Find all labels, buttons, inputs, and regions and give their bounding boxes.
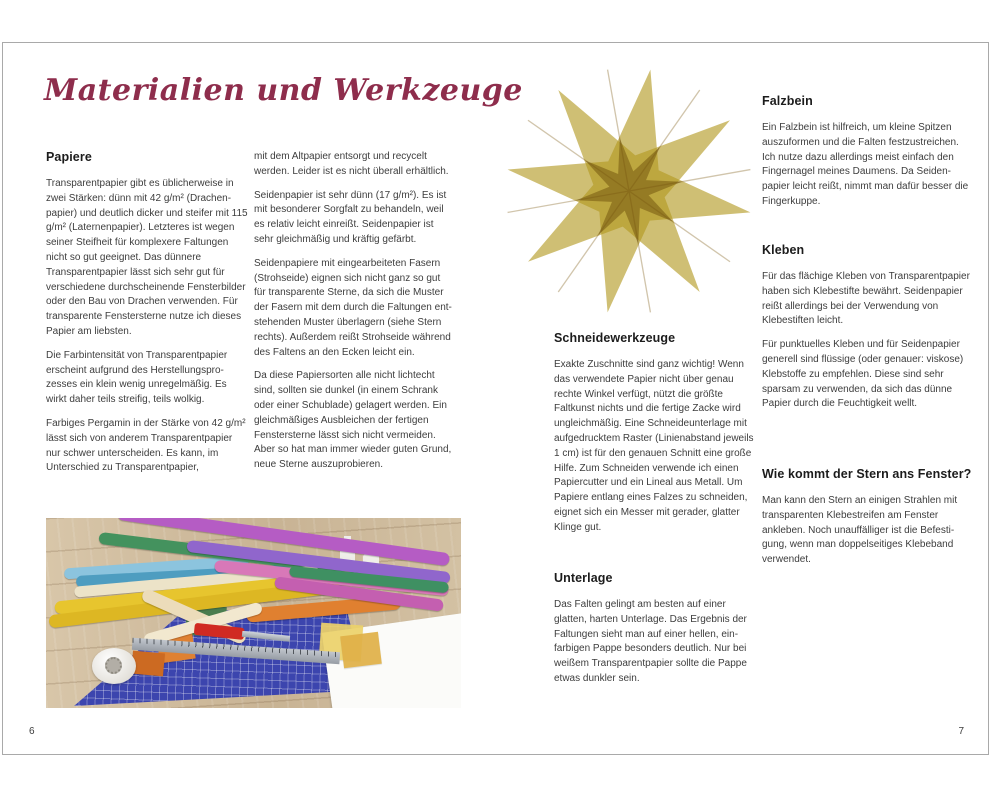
paragraph: Das Falten gelingt am besten auf einer glatten, harten Unterlage. Das Ergebnis der Faltungen sieht man auf einer hellen, einfarbigen Pappe besonders deutlich. Nur bei weißem Transparentpapier sollte die Pappe etwas dunkler sein. [554,599,747,684]
heading-papiere: Papiere [46,150,92,164]
paragraph: Für das flächige Kleben von Transparentpapier haben sich Klebestifte bewährt. Seidenpapier reißt allerdings bei der Verwendung von Klebestiften leicht. [762,271,970,327]
section-papiere [46,150,248,485]
punch-rosette [105,657,122,674]
heading-kleben: Kleben [762,243,805,257]
paper-square [131,651,165,677]
paragraph: Seidenpapier ist sehr dünn (17 g/m²). Es ist mit besonderer Sorgfalt zu behandeln, weil es relativ leicht einreißt. Seidenpapier ist sehr gleichmäßig und kräftig gefärbt. [254,189,447,245]
page-number-left: 6 [29,726,35,737]
paragraph: Ein Falzbein ist hilfreich, um kleine Spitzen auszuformen und die Falten festzustreichen. Ich nutze dazu allerdings meist einfach den Fingernagel meines Daumens. Da Seidenpapier leicht reißt, nimmt man dafür besser die Fingerkuppe. [762,122,969,207]
heading-schneidewerkzeuge: Schneidewerkzeuge [554,331,676,345]
paragraph: Farbiges Pergamin in der Stärke von 42 g/m² lässt sich von anderem Transparentpapier nur schwer unterscheiden. Es kann, im Unterschied zu Transparentpapier, [46,417,246,474]
paragraph: mit dem Altpapier entsorgt und recycelt werden. Leider ist es nicht überall erhältlich. [254,151,449,177]
paragraph: Da diese Papiersorten alle nicht lichtecht sind, sollten sie dunkel (in einem Schrank oder einer Schublade) gelagert werden. Ein gleichmäßiges Ausbleichen der fertigen Fenstersterne lässt sich nicht vermeiden. Aber so hat man immer wieder guten Grund, neue Sterne auszuprobieren. [254,370,452,471]
heading-stern-ans-fenster: Wie kommt der Stern ans Fenster? [762,467,972,481]
page-spread [2,42,989,755]
section-falzbein [762,94,974,219]
paragraph: Transparentpapier gibt es üblicherweise in zwei Stärken: dünn mit 42 g/m² (Drachenpapier) und deutlich dicker und steifer mit 115 g/m² (Laternenpapier). Letzteres ist wegen seiner Steifheit für komplexere Faltungen nicht so gut geeignet. Das dünnere Transparentpapier lässt sich sehr gut für verschiedene durchscheinende Fensterbilder oder den Bau von Drachen verwenden. Für transparente Fenstersterne nutze ich dieses Papier am liebsten. [46,178,248,337]
window-star-photo [495,57,763,325]
chapter-title: Materialien und Werkzeuge [44,73,523,108]
section-schneidewerkzeuge [554,331,755,545]
page-number-right: 7 [958,726,964,737]
section-papiere-continued [254,150,453,482]
paragraph: Seidenpapiere mit eingearbeiteten Fasern (Strohseide) eignen sich nicht ganz so gut für transparente Sterne, da sich die Muster der Fasern mit dem durch die Faltungen entstehenden Muster überlagern (siehe Stern rechts). Außerdem reißt Strohseide während des Faltens an den Ecken leicht ein. [254,257,452,358]
paragraph: Man kann den Stern an einigen Strahlen mit transparenten Klebestreifen am Fenster ankleben. Noch unauffälliger ist die Befestigung, wenn man doppelseitiges Klebeband verwendet. [762,495,958,566]
paragraph: Die Farbintensität von Transparentpapier erscheint aufgrund des Herstellungsprozesses ein klein wenig unregelmäßig. Es wirkt daher teils streifig, teils wolkig. [46,349,228,406]
section-kleben [762,243,974,421]
paragraph: Für punktuelles Kleben und für Seidenpapier generell sind flüssige (oder genauer: viskose) Klebstoffe zu empfehlen. Diese sind sehr sparsam zu verwenden, da sich das dünne Papier durch die Feuchtigkeit wellt. [762,339,964,410]
paper-square [340,632,382,668]
window-star-image [495,57,763,325]
materials-photo [46,518,461,708]
heading-falzbein: Falzbein [762,94,813,108]
heading-unterlage: Unterlage [554,571,613,585]
section-stern-ans-fenster [762,467,974,577]
section-unterlage [554,571,755,696]
hole-punch [92,648,136,684]
cutter-blade [242,631,290,642]
paragraph: Exakte Zuschnitte sind ganz wichtig! Wenn das verwendete Papier nicht über genau rechte Winkel verfügt, nützt die größte Faltkunst nichts und die fertige Zacke wird ungleichmäßig. Eine Schneideunterlage mit aufgedrucktem Raster (Linienabstand jeweils 1 cm) ist für den genauen Schnitt eine große Hilfe. Zum Schneiden verwende ich einen Papiercutter und ein Lineal aus Metall. Um Papiere entlang eines Falzes zu schneiden, eignet sich ein Messer mit gerader, glatter Klinge gut. [554,359,754,533]
